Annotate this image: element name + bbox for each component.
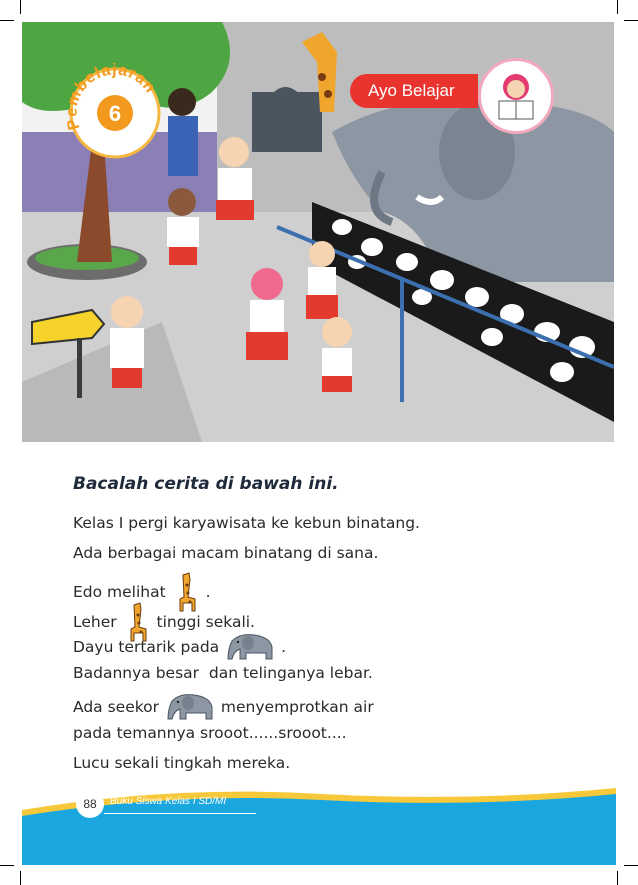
story-text: Dayu tertarik pada <box>73 638 220 656</box>
footer-rule <box>104 813 256 814</box>
elephant-icon <box>164 691 216 723</box>
book-title: Buku Siswa Kelas I SD/MI <box>110 796 227 807</box>
crop-mark-br-h <box>624 865 638 866</box>
story-text: Badannya besar dan telinganya lebar. <box>73 663 373 682</box>
story-text: menyemprotkan air <box>220 698 374 716</box>
story-line-8 <box>73 721 347 743</box>
story-line-7 <box>73 691 374 716</box>
section-pill <box>350 74 478 108</box>
elephant-icon <box>224 631 276 663</box>
story-text: tinggi sekali. <box>156 613 255 631</box>
crop-mark-br-v <box>617 871 618 885</box>
story-text: Ada seekor <box>73 698 160 716</box>
crop-mark-bl-h <box>0 865 14 866</box>
page-number: 88 <box>76 790 104 818</box>
story-line-6 <box>73 661 373 683</box>
section-pill-label: Ayo Belajar <box>368 81 455 100</box>
story-line-9 <box>73 751 290 773</box>
story-text: . <box>205 583 211 601</box>
reading-heading: Bacalah cerita di bawah ini. <box>73 474 339 494</box>
story-text: Kelas I pergi karyawisata ke kebun binatang. <box>73 513 420 532</box>
story-text: Edo melihat <box>73 583 166 601</box>
crop-mark-tr-h <box>624 20 638 21</box>
story-line-4 <box>73 601 255 631</box>
lesson-badge <box>60 58 170 168</box>
crop-mark-tl-h <box>0 20 14 21</box>
story-text: Ada berbagai macam binatang di sana. <box>73 543 379 562</box>
story-line-2 <box>73 541 378 563</box>
story-text: . <box>281 638 286 656</box>
story-text: pada temannya srooot......srooot.... <box>73 723 347 742</box>
reading-girl-icon <box>478 58 554 134</box>
crop-mark-tr-v <box>617 0 618 14</box>
footer-band <box>22 780 616 865</box>
story-line-5 <box>73 631 286 656</box>
story-text: Lucu sekali tingkah mereka. <box>73 753 291 772</box>
crop-mark-tl-v <box>20 0 21 14</box>
crop-mark-bl-v <box>20 871 21 885</box>
badge-number: 6 <box>108 101 122 126</box>
story-text: Leher <box>73 613 117 631</box>
story-line-3 <box>73 571 211 601</box>
badge-label: Pembelajaran <box>63 61 159 132</box>
story-line-1 <box>73 511 420 533</box>
